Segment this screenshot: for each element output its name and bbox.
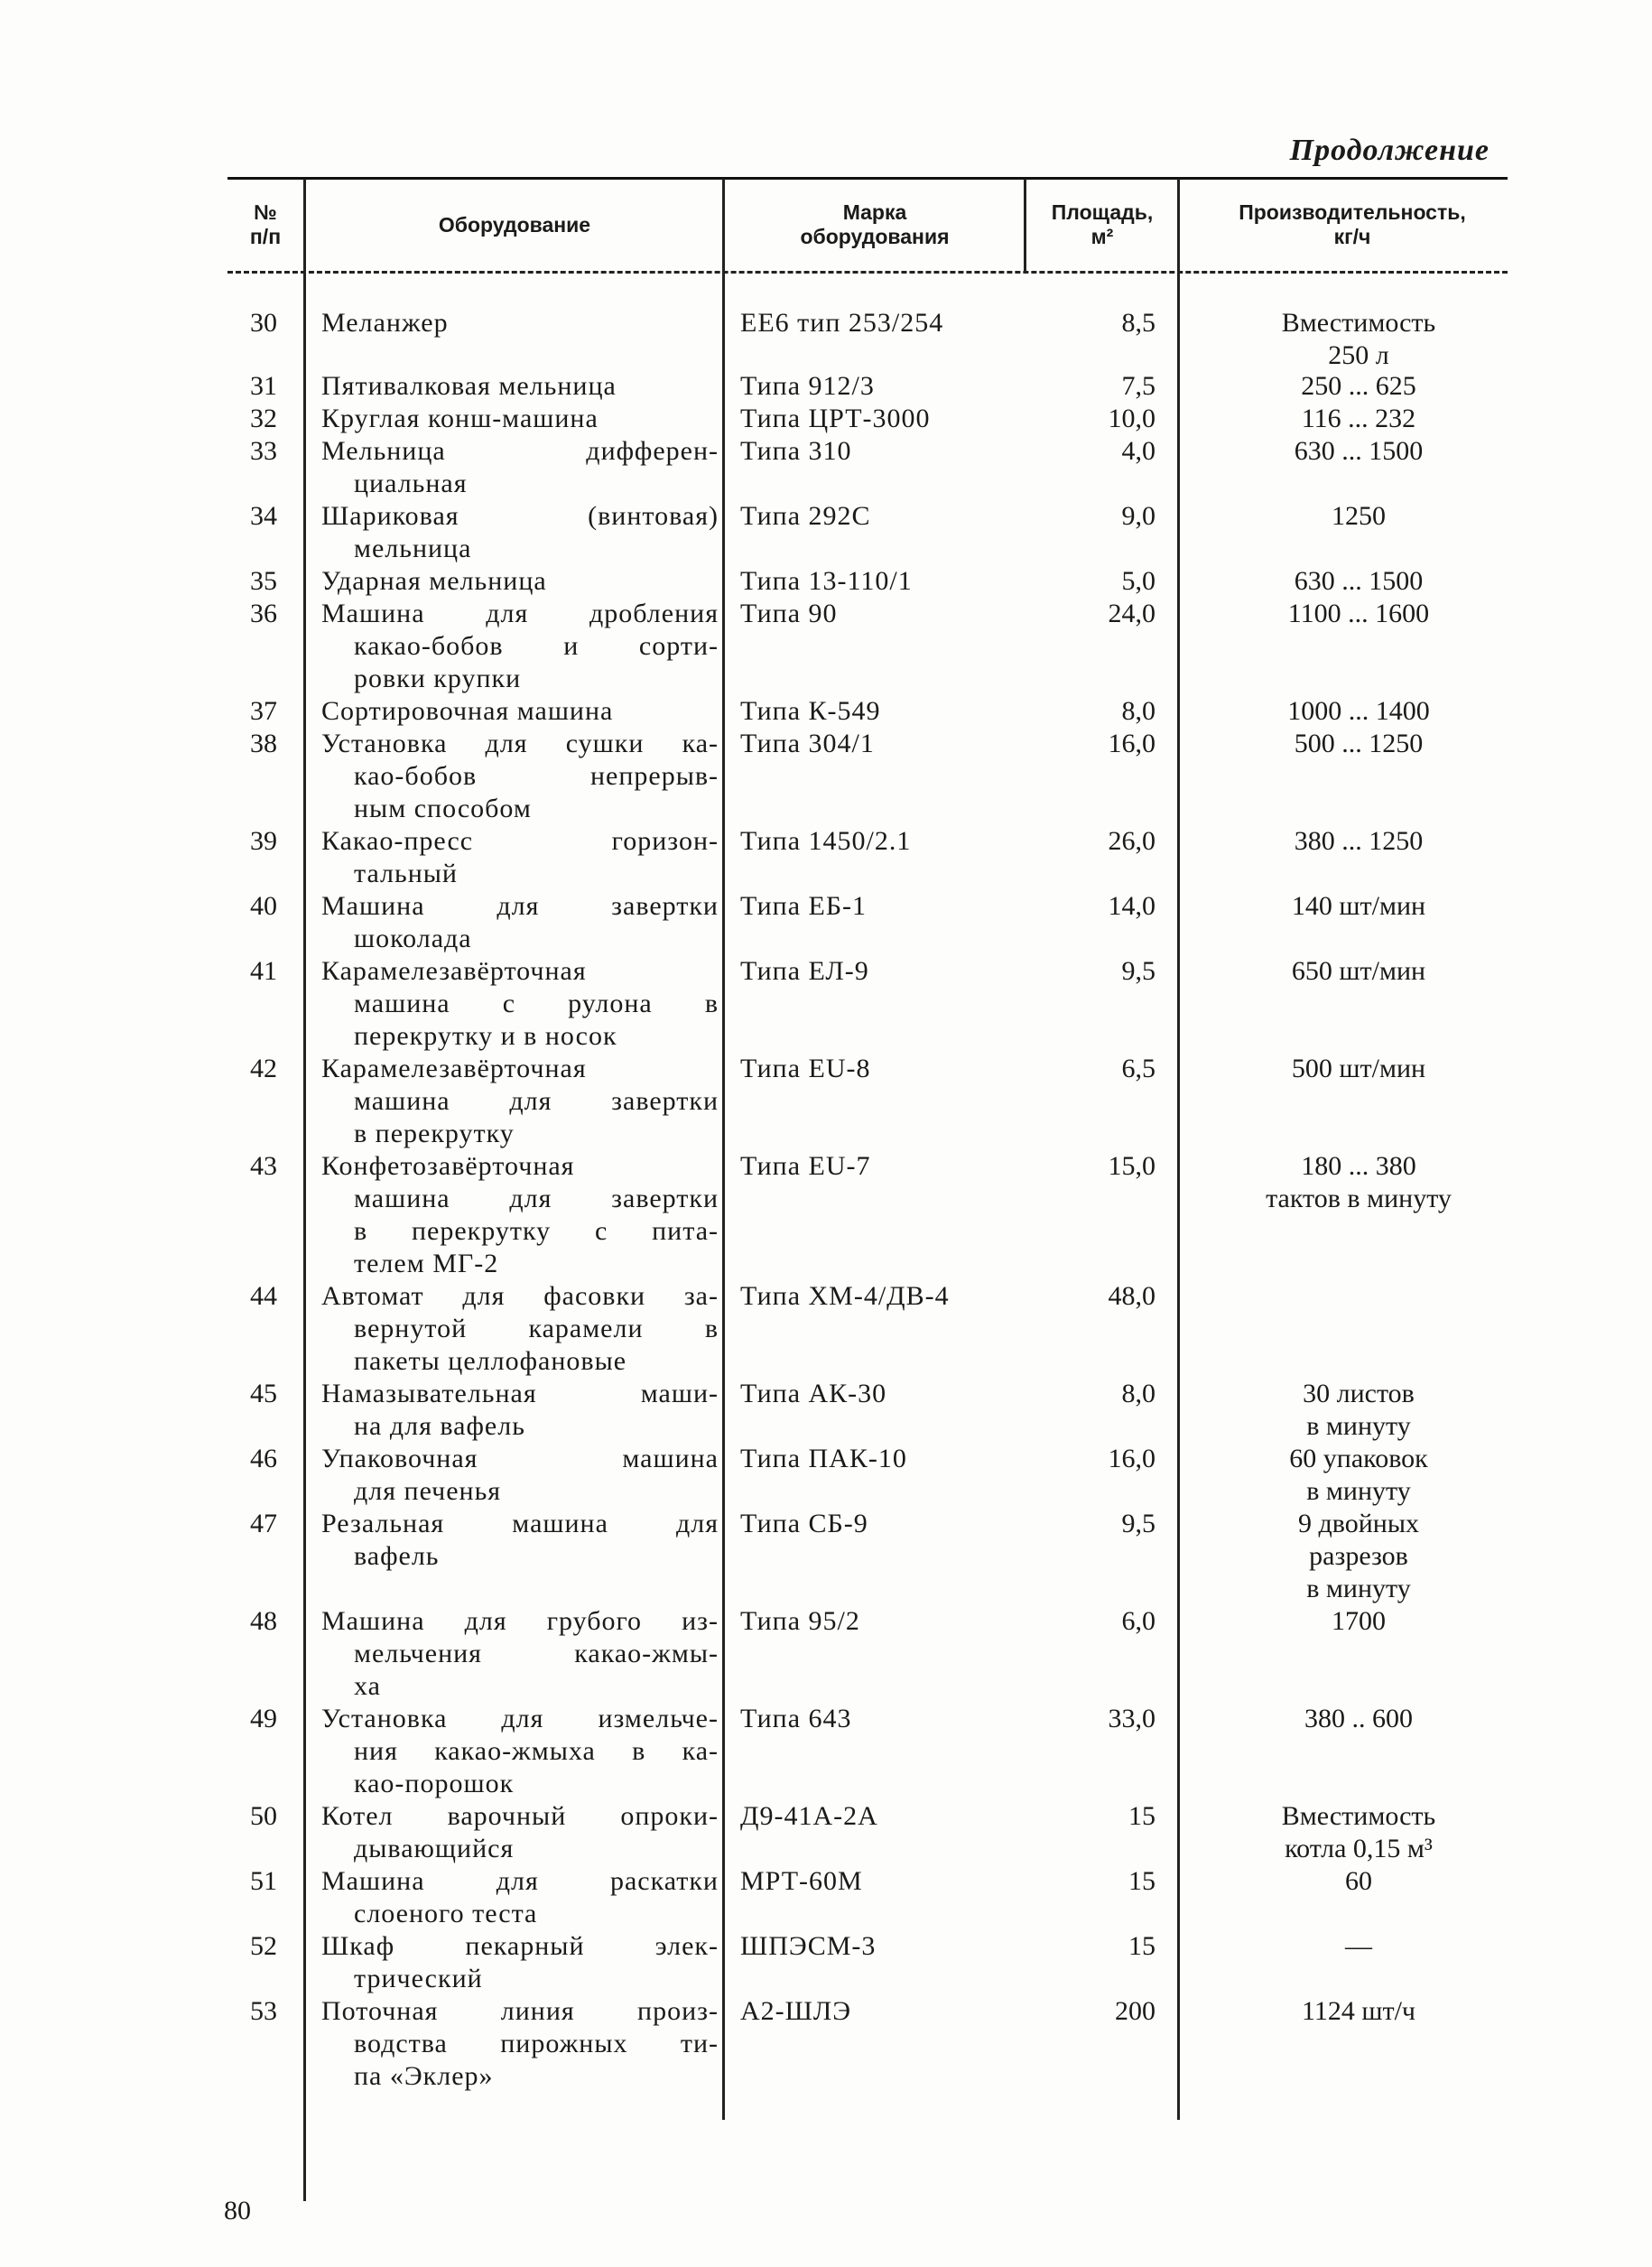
equipment-name bbox=[321, 890, 719, 955]
table-header-rule bbox=[227, 271, 1508, 274]
equipment-name-line: Машина для раскатки bbox=[321, 1866, 719, 1896]
area-value: 200 bbox=[1115, 1996, 1155, 2026]
header-performance-line2: кг/ч bbox=[1333, 225, 1371, 248]
performance-value bbox=[1192, 890, 1526, 923]
equipment-name bbox=[321, 1800, 719, 1865]
row-number: 37 bbox=[250, 696, 277, 726]
row-number: 45 bbox=[250, 1379, 277, 1408]
row-number: 52 bbox=[250, 1931, 277, 1961]
row-number: 42 bbox=[250, 1054, 277, 1083]
performance-value bbox=[1192, 435, 1526, 468]
performance-value bbox=[1192, 728, 1526, 760]
equipment-mark: Типа EU-7 bbox=[740, 1151, 871, 1181]
performance-value bbox=[1192, 565, 1526, 598]
equipment-name-line: Сортировочная машина bbox=[321, 696, 614, 726]
equipment-name bbox=[321, 1053, 719, 1150]
performance-value bbox=[1192, 403, 1526, 435]
performance-line: тактов в минуту bbox=[1266, 1184, 1452, 1213]
area-value: 9,5 bbox=[1121, 956, 1155, 986]
equipment-name-line: ния какао-жмыха в ка- bbox=[354, 1736, 719, 1766]
performance-line: — bbox=[1345, 1931, 1372, 1961]
performance-value bbox=[1192, 1995, 1526, 2028]
header-mark bbox=[726, 200, 1024, 249]
equipment-name bbox=[321, 1378, 719, 1443]
equipment-name-line: Машина для завертки bbox=[321, 891, 719, 921]
equipment-name-line: Резальная машина для bbox=[321, 1509, 719, 1538]
equipment-name-line: Конфетозавёрточная bbox=[321, 1151, 575, 1181]
area-value: 15 bbox=[1128, 1931, 1155, 1961]
equipment-mark: Типа ЦРТ-3000 bbox=[740, 404, 931, 433]
performance-line: 9 двойных bbox=[1298, 1509, 1419, 1538]
area-value: 8,0 bbox=[1121, 1379, 1155, 1408]
equipment-mark: Типа 304/1 bbox=[740, 729, 875, 758]
row-number: 35 bbox=[250, 566, 277, 596]
equipment-mark: ШПЭСМ-3 bbox=[740, 1931, 877, 1961]
performance-line: 1100 ... 1600 bbox=[1287, 599, 1430, 628]
equipment-mark: Типа 292С bbox=[740, 501, 871, 531]
row-number: 41 bbox=[250, 956, 277, 986]
equipment-name bbox=[321, 1280, 719, 1378]
header-performance bbox=[1181, 200, 1524, 249]
performance-line: Вместимость bbox=[1281, 1801, 1436, 1831]
equipment-name-line: перекрутку и в носок bbox=[354, 1021, 617, 1051]
performance-value bbox=[1192, 307, 1526, 372]
row-number: 51 bbox=[250, 1866, 277, 1896]
performance-line: 500 ... 1250 bbox=[1294, 729, 1424, 758]
area-value: 4,0 bbox=[1121, 436, 1155, 466]
performance-line: 380 .. 600 bbox=[1304, 1704, 1413, 1733]
row-number: 39 bbox=[250, 826, 277, 856]
row-number: 53 bbox=[250, 1996, 277, 2026]
equipment-mark: Типа ЕБ-1 bbox=[740, 891, 868, 921]
row-number: 34 bbox=[250, 501, 277, 531]
equipment-name-line: мельница bbox=[354, 534, 472, 563]
row-number: 44 bbox=[250, 1281, 277, 1311]
equipment-name-line: Круглая конш-машина bbox=[321, 404, 599, 433]
equipment-mark: МРТ-60М bbox=[740, 1866, 863, 1896]
header-area-line2: м² bbox=[1091, 225, 1114, 248]
area-value: 48,0 bbox=[1108, 1281, 1155, 1311]
header-equipment-text: Оборудование bbox=[438, 213, 591, 237]
equipment-name bbox=[321, 500, 719, 565]
header-number bbox=[227, 200, 303, 249]
equipment-name bbox=[321, 1865, 719, 1930]
equipment-name bbox=[321, 1995, 719, 2093]
equipment-mark: Типа ПАК-10 bbox=[740, 1444, 907, 1473]
equipment-name-line: пакеты целлофановые bbox=[354, 1346, 627, 1376]
equipment-mark: Типа 643 bbox=[740, 1704, 852, 1733]
performance-value bbox=[1192, 1605, 1526, 1638]
performance-line: 1124 шт/ч bbox=[1301, 1996, 1416, 2026]
performance-line: 630 ... 1500 bbox=[1294, 436, 1424, 466]
equipment-name-line: ным способом bbox=[354, 794, 532, 823]
equipment-name-line: циальная bbox=[354, 469, 468, 498]
row-number: 30 bbox=[250, 308, 277, 338]
performance-line: 380 ... 1250 bbox=[1294, 826, 1424, 856]
equipment-name-line: вафель bbox=[354, 1541, 440, 1571]
equipment-name-line: какао-бобов и сорти- bbox=[354, 631, 719, 661]
performance-line: 60 bbox=[1345, 1866, 1372, 1896]
equipment-name-line: Ударная мельница bbox=[321, 566, 547, 596]
performance-value bbox=[1192, 370, 1526, 403]
performance-line: 180 ... 380 bbox=[1301, 1151, 1416, 1181]
performance-line: разрезов bbox=[1309, 1541, 1408, 1571]
performance-line: Вместимость bbox=[1281, 308, 1436, 338]
equipment-mark: А2-ШЛЭ bbox=[740, 1996, 852, 2026]
area-value: 26,0 bbox=[1108, 826, 1155, 856]
equipment-mark: Типа 95/2 bbox=[740, 1606, 860, 1636]
equipment-name-line: Шкаф пекарный элек- bbox=[321, 1931, 719, 1961]
header-number-line1: № bbox=[254, 200, 277, 224]
equipment-name-line: машина для завертки bbox=[354, 1086, 719, 1116]
performance-line: 60 упаковок bbox=[1289, 1444, 1428, 1473]
equipment-name bbox=[321, 825, 719, 890]
area-value: 6,0 bbox=[1121, 1606, 1155, 1636]
equipment-name-line: трический bbox=[354, 1964, 483, 1993]
equipment-name-line: Машина для дробления bbox=[321, 599, 719, 628]
area-value: 8,5 bbox=[1121, 308, 1155, 338]
area-value: 8,0 bbox=[1121, 696, 1155, 726]
equipment-mark: Типа СБ-9 bbox=[740, 1509, 868, 1538]
equipment-name bbox=[321, 1605, 719, 1703]
performance-line: в минуту bbox=[1306, 1574, 1411, 1603]
performance-value bbox=[1192, 1053, 1526, 1085]
equipment-name bbox=[321, 1703, 719, 1800]
equipment-name-line: Установка для сушки ка- bbox=[321, 729, 719, 758]
performance-line: 1250 bbox=[1332, 501, 1386, 531]
equipment-name bbox=[321, 435, 719, 500]
equipment-name-line: Установка для измельче- bbox=[321, 1704, 719, 1733]
equipment-name bbox=[321, 565, 719, 598]
performance-value bbox=[1192, 1800, 1526, 1865]
row-number: 32 bbox=[250, 404, 277, 433]
continuation-label: Продолжение bbox=[1289, 134, 1490, 167]
row-number: 49 bbox=[250, 1704, 277, 1733]
header-area-line1: Площадь, bbox=[1051, 200, 1154, 224]
area-value: 16,0 bbox=[1108, 729, 1155, 758]
row-number: 36 bbox=[250, 599, 277, 628]
page-number: 80 bbox=[224, 2196, 251, 2225]
performance-line: в минуту bbox=[1306, 1476, 1411, 1506]
area-value: 7,5 bbox=[1121, 371, 1155, 401]
performance-line: котла 0,15 м³ bbox=[1285, 1834, 1433, 1863]
header-mark-line2: оборудования bbox=[800, 225, 950, 248]
equipment-mark: Типа 1450/2.1 bbox=[740, 826, 912, 856]
row-number: 40 bbox=[250, 891, 277, 921]
equipment-name-line: Котел варочный опроки- bbox=[321, 1801, 719, 1831]
equipment-mark: Типа К-549 bbox=[740, 696, 881, 726]
equipment-name-line: као-порошок bbox=[354, 1769, 515, 1798]
equipment-name-line: мельчения какао-жмы- bbox=[354, 1639, 719, 1668]
equipment-name bbox=[321, 728, 719, 825]
equipment-name-line: Намазывательная маши- bbox=[321, 1379, 719, 1408]
equipment-name-line: Какао-пресс горизон- bbox=[321, 826, 719, 856]
performance-value bbox=[1192, 955, 1526, 988]
equipment-name-line: Пятивалковая мельница bbox=[321, 371, 617, 401]
area-value: 5,0 bbox=[1121, 566, 1155, 596]
table-top-rule bbox=[227, 177, 1508, 180]
equipment-name-line: па «Эклер» bbox=[354, 2061, 494, 2091]
performance-line: 250 ... 625 bbox=[1301, 371, 1416, 401]
equipment-name-line: Мельница дифферен- bbox=[321, 436, 719, 466]
equipment-mark: Типа 90 bbox=[740, 599, 838, 628]
equipment-name-line: Меланжер bbox=[321, 308, 449, 338]
row-number: 47 bbox=[250, 1509, 277, 1538]
equipment-name bbox=[321, 1150, 719, 1280]
equipment-name bbox=[321, 1930, 719, 1995]
performance-line: 630 ... 1500 bbox=[1294, 566, 1424, 596]
header-area bbox=[1027, 200, 1177, 249]
performance-line: 650 шт/мин bbox=[1291, 956, 1426, 986]
equipment-name-line: Карамелезавёрточная bbox=[321, 956, 587, 986]
equipment-name bbox=[321, 1443, 719, 1508]
equipment-mark: Типа 310 bbox=[740, 436, 852, 466]
column-divider bbox=[1024, 179, 1026, 271]
equipment-name-line: Машина для грубого из- bbox=[321, 1606, 719, 1636]
performance-value bbox=[1192, 1443, 1526, 1508]
column-divider bbox=[1177, 179, 1180, 2120]
equipment-mark: Типа 13-110/1 bbox=[740, 566, 913, 596]
row-number: 48 bbox=[250, 1606, 277, 1636]
performance-line: 500 шт/мин bbox=[1291, 1054, 1426, 1083]
equipment-mark: Типа АК-30 bbox=[740, 1379, 887, 1408]
equipment-name-line: Карамелезавёрточная bbox=[321, 1054, 587, 1083]
performance-value bbox=[1192, 1378, 1526, 1443]
area-value: 9,5 bbox=[1121, 1509, 1155, 1538]
area-value: 9,0 bbox=[1121, 501, 1155, 531]
row-number: 31 bbox=[250, 371, 277, 401]
equipment-name bbox=[321, 955, 719, 1053]
equipment-name-line: Автомат для фасовки за- bbox=[321, 1281, 719, 1311]
equipment-name-line: Поточная линия произ- bbox=[321, 1996, 719, 2026]
area-value: 14,0 bbox=[1108, 891, 1155, 921]
header-mark-line1: Марка bbox=[842, 200, 907, 224]
equipment-name bbox=[321, 307, 719, 339]
area-value: 15 bbox=[1128, 1866, 1155, 1896]
equipment-name-line: као-бобов непрерыв- bbox=[354, 761, 719, 791]
performance-line: 1000 ... 1400 bbox=[1287, 696, 1430, 726]
row-number: 38 bbox=[250, 729, 277, 758]
area-value: 15 bbox=[1128, 1801, 1155, 1831]
equipment-name-line: вернутой карамели в bbox=[354, 1314, 719, 1343]
area-value: 6,5 bbox=[1121, 1054, 1155, 1083]
header-equipment bbox=[307, 213, 722, 237]
equipment-name-line: водства пирожных ти- bbox=[354, 2029, 719, 2058]
performance-value bbox=[1192, 1703, 1526, 1735]
equipment-name bbox=[321, 403, 719, 435]
area-value: 10,0 bbox=[1108, 404, 1155, 433]
equipment-name-line: машина с рулона в bbox=[354, 989, 719, 1018]
equipment-name-line: на для вафель bbox=[354, 1411, 525, 1441]
equipment-mark: Типа EU-8 bbox=[740, 1054, 871, 1083]
row-number: 46 bbox=[250, 1444, 277, 1473]
equipment-mark: Типа ХМ-4/ДВ-4 bbox=[740, 1281, 950, 1311]
equipment-mark: Д9-41А-2А bbox=[740, 1801, 878, 1831]
performance-line: 30 листов bbox=[1303, 1379, 1415, 1408]
column-divider bbox=[722, 179, 725, 2120]
performance-value bbox=[1192, 598, 1526, 630]
row-number: 50 bbox=[250, 1801, 277, 1831]
column-divider bbox=[303, 179, 306, 2201]
equipment-name bbox=[321, 695, 719, 728]
area-value: 24,0 bbox=[1108, 599, 1155, 628]
performance-value bbox=[1192, 1930, 1526, 1963]
equipment-name-line: тальный bbox=[354, 859, 458, 888]
performance-line: 116 ... 232 bbox=[1301, 404, 1416, 433]
equipment-mark: Типа 912/3 bbox=[740, 371, 875, 401]
performance-value bbox=[1192, 1150, 1526, 1215]
equipment-name-line: в перекрутку с пита- bbox=[354, 1216, 719, 1246]
performance-line: 140 шт/мин bbox=[1291, 891, 1426, 921]
area-value: 16,0 bbox=[1108, 1444, 1155, 1473]
equipment-mark: Типа ЕЛ-9 bbox=[740, 956, 869, 986]
area-value: 15,0 bbox=[1108, 1151, 1155, 1181]
equipment-name-line: слоеного теста bbox=[354, 1899, 538, 1928]
performance-line: 1700 bbox=[1332, 1606, 1386, 1636]
performance-value bbox=[1192, 500, 1526, 533]
performance-value bbox=[1192, 1865, 1526, 1898]
equipment-name-line: для печенья bbox=[354, 1476, 502, 1506]
area-value: 33,0 bbox=[1108, 1704, 1155, 1733]
header-number-line2: п/п bbox=[249, 225, 282, 248]
performance-value bbox=[1192, 1508, 1526, 1605]
equipment-name-line: машина для завертки bbox=[354, 1184, 719, 1213]
equipment-name-line: в перекрутку bbox=[354, 1119, 515, 1148]
equipment-name-line: телем МГ-2 bbox=[354, 1249, 499, 1278]
row-number: 43 bbox=[250, 1151, 277, 1181]
equipment-name bbox=[321, 598, 719, 695]
performance-value bbox=[1192, 695, 1526, 728]
equipment-name-line: Шариковая (винтовая) bbox=[321, 501, 719, 531]
equipment-name-line: дывающийся bbox=[354, 1834, 515, 1863]
row-number: 33 bbox=[250, 436, 277, 466]
equipment-mark: ЕЕ6 тип 253/254 bbox=[740, 308, 944, 338]
equipment-name-line: ровки крупки bbox=[354, 664, 522, 693]
performance-line: в минуту bbox=[1306, 1411, 1411, 1441]
equipment-name bbox=[321, 370, 719, 403]
equipment-name-line: шоколада bbox=[354, 924, 472, 953]
equipment-name bbox=[321, 1508, 719, 1573]
header-performance-line1: Производительность, bbox=[1239, 200, 1466, 224]
performance-value bbox=[1192, 825, 1526, 858]
equipment-name-line: ха bbox=[354, 1671, 381, 1701]
performance-line: 250 л bbox=[1328, 340, 1389, 370]
equipment-name-line: Упаковочная машина bbox=[321, 1444, 719, 1473]
